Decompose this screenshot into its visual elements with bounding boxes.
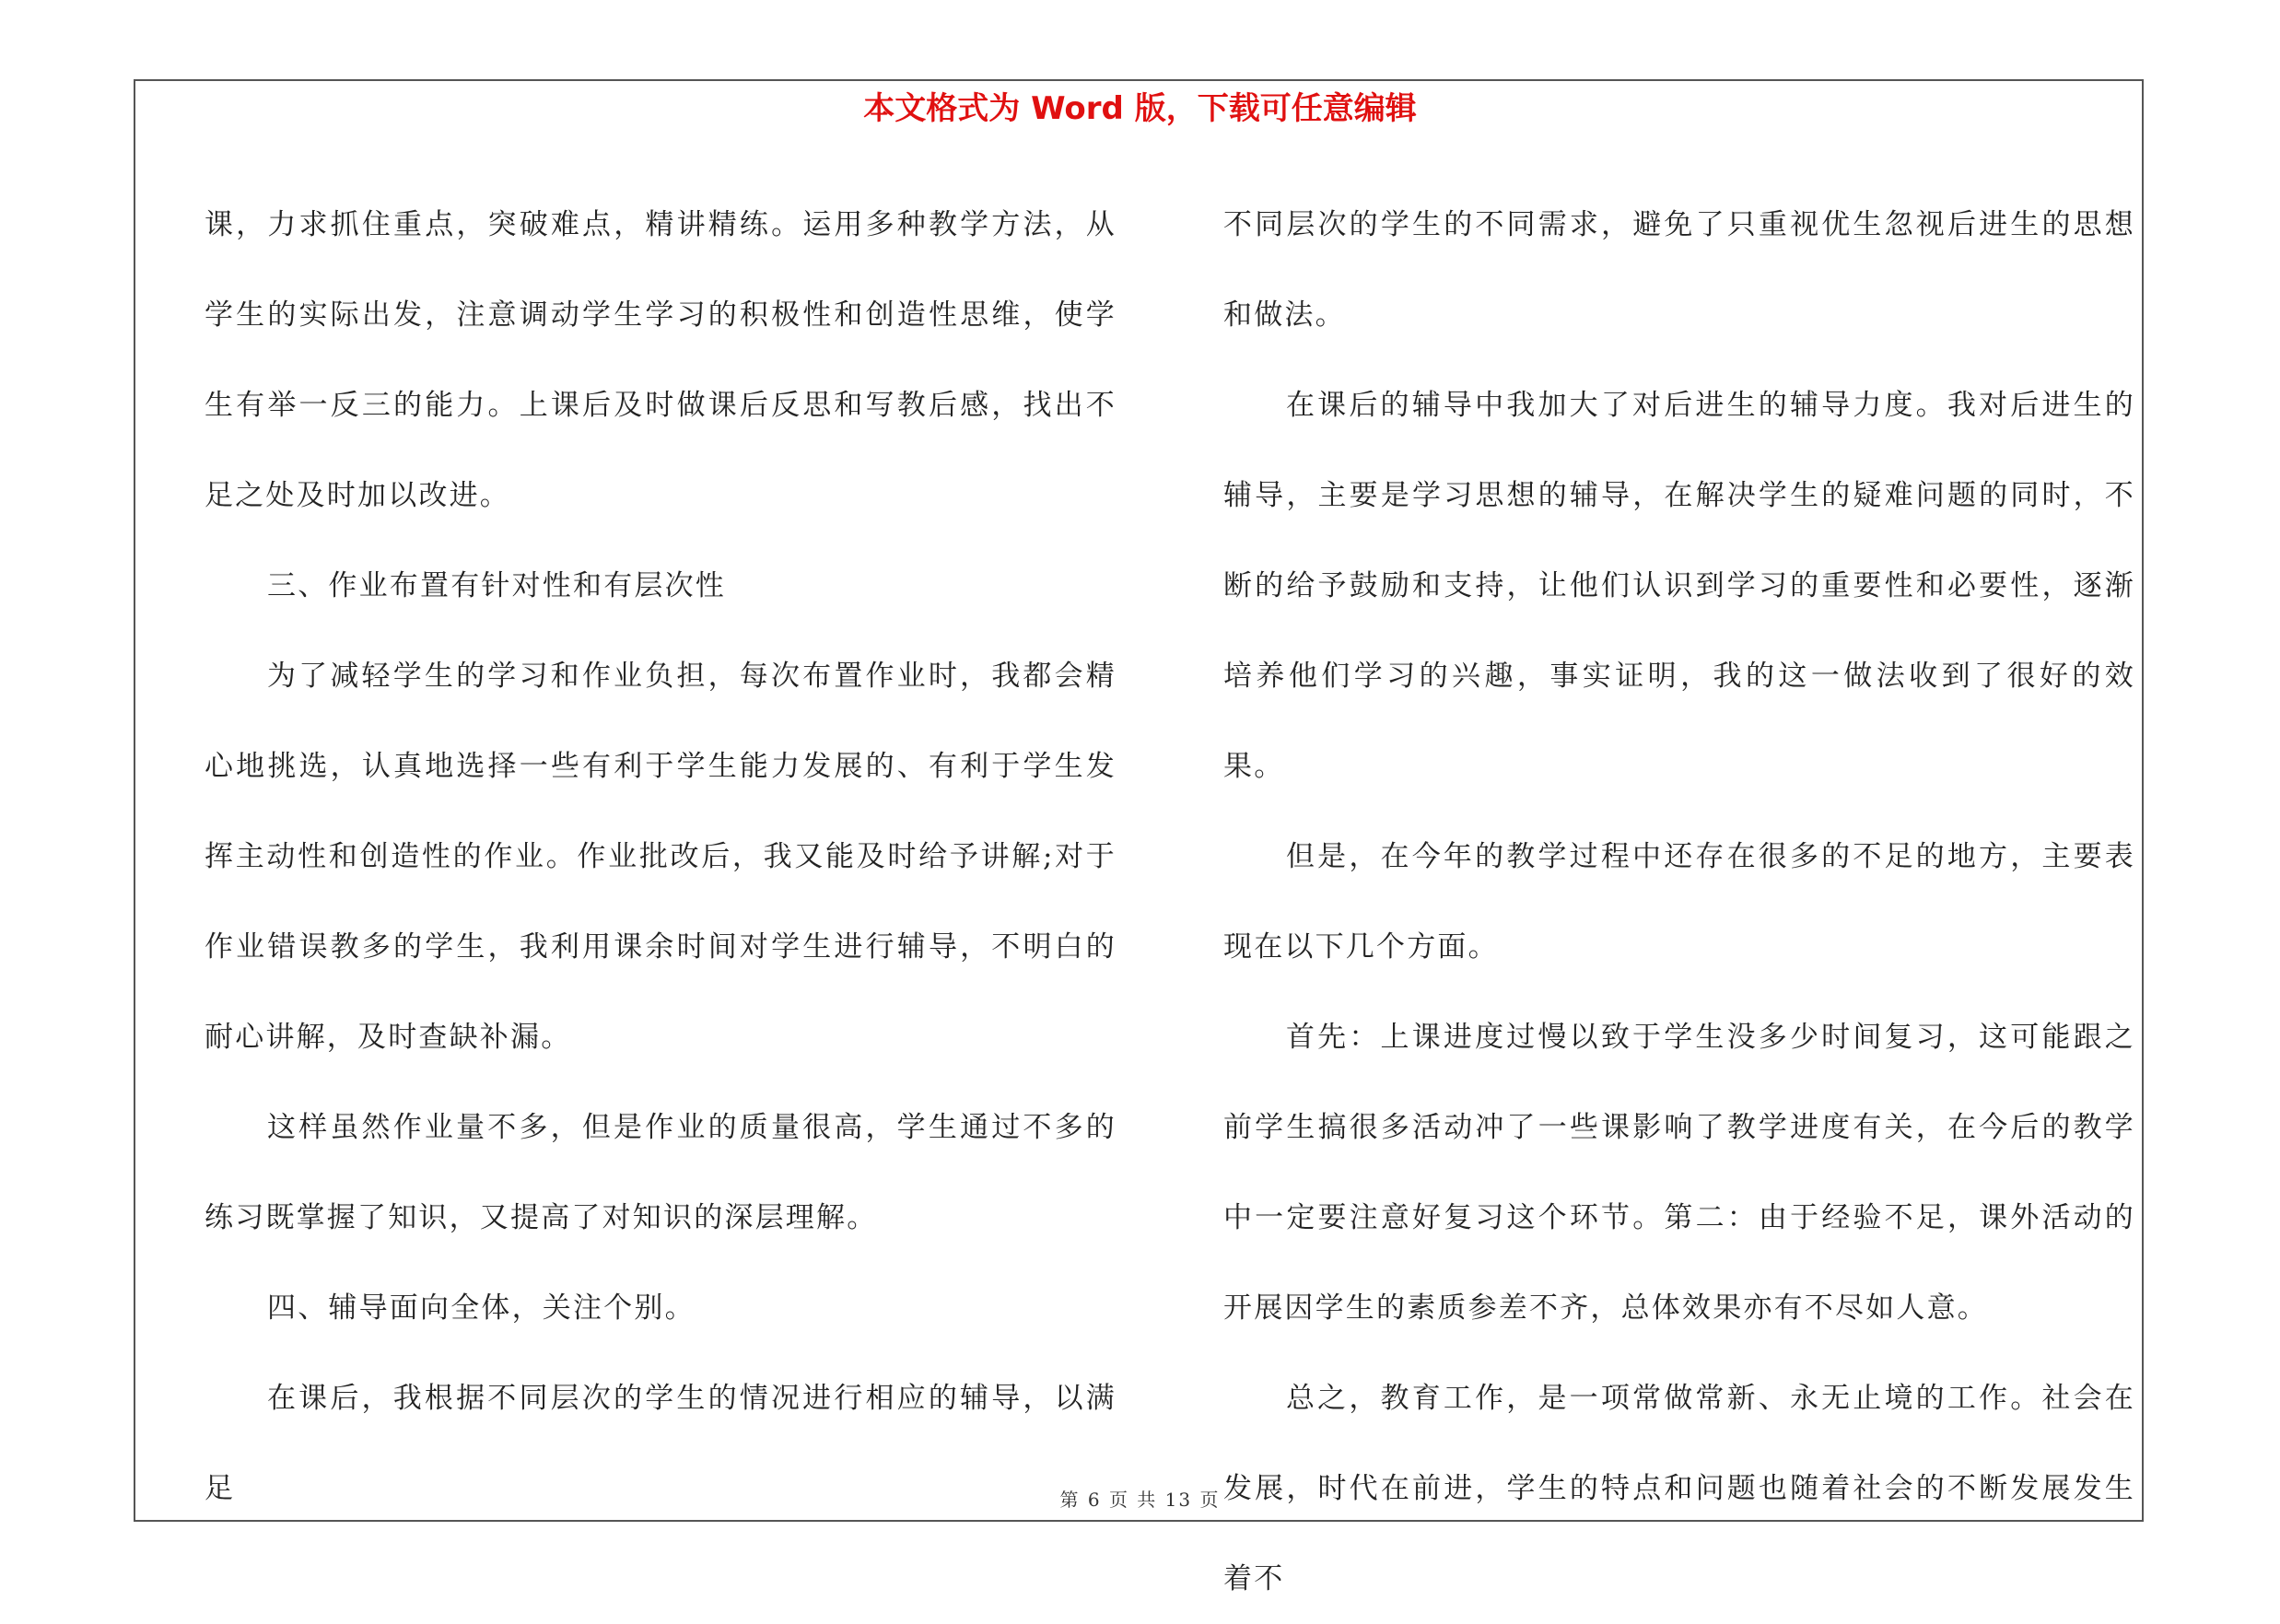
paragraph-shortcomings-intro: 但是，在今年的教学过程中还存在很多的不足的地方，主要表现在以下几个方面。: [1223, 840, 2135, 964]
paragraph-after-class-tutoring: 在课后的辅导中我加大了对后进生的辅导力度。我对后进生的辅导，主要是学习思想的辅导，在解决学生的疑难问题的同时，不断的给予鼓励和支持，让他们认识到学习的重要性和必要性，逐渐培养他们学习的兴趣，事实证明，我的这一做法收到了很好的效果。: [1223, 389, 2135, 783]
paragraph-shortcomings-detail: 首先：上课进度过慢以致于学生没多少时间复习，这可能跟之前学生搞很多活动冲了一些课影响了教学进度有关，在今后的教学中一定要注意好复习这个环节。第二：由于经验不足，课外活动的开展因学生的素质参差不齐，总体效果亦有不尽如人意。: [1223, 1021, 2135, 1325]
section-heading-tutoring: 四、辅导面向全体，关注个别。: [267, 1291, 696, 1325]
left-column: [205, 180, 1117, 1534]
right-column: [1223, 180, 2135, 1624]
paragraph-conclusion: 总之，教育工作，是一项常做常新、永无止境的工作。社会在发展，时代在前进，学生的特点和问题也随着社会的不断发展发生着不: [1223, 1382, 2135, 1595]
paragraph-tutoring-continuation: 不同层次的学生的不同需求，避免了只重视优生忽视后进生的思想和做法。: [1223, 208, 2135, 332]
paragraph-tutoring: 在课后，我根据不同层次的学生的情况进行相应的辅导，以满足: [205, 1382, 1117, 1505]
paragraph-homework-result: 这样虽然作业量不多，但是作业的质量很高，学生通过不多的练习既掌握了知识，又提高了对知识的深层理解。: [205, 1111, 1117, 1234]
section-heading-homework: 三、作业布置有针对性和有层次性: [267, 569, 726, 602]
paragraph-continuation: 课，力求抓住重点，突破难点，精讲精练。运用多种教学方法，从学生的实际出发，注意调动学生学习的积极性和创造性思维，使学生有举一反三的能力。上课后及时做课后反思和写教后感，找出不足之处及时加以改进。: [205, 208, 1117, 512]
page-number: 第 6 页 共 13 页: [1059, 1489, 1221, 1511]
format-banner: 本文格式为 Word 版，下载可任意编辑: [863, 90, 1417, 127]
paragraph-homework: 为了减轻学生的学习和作业负担，每次布置作业时，我都会精心地挑选，认真地选择一些有利于学生能力发展的、有利于学生发挥主动性和创造性的作业。作业批改后，我又能及时给予讲解;对于作业错误教多的学生，我利用课余时间对学生进行辅导，不明白的耐心讲解，及时查缺补漏。: [205, 660, 1117, 1054]
